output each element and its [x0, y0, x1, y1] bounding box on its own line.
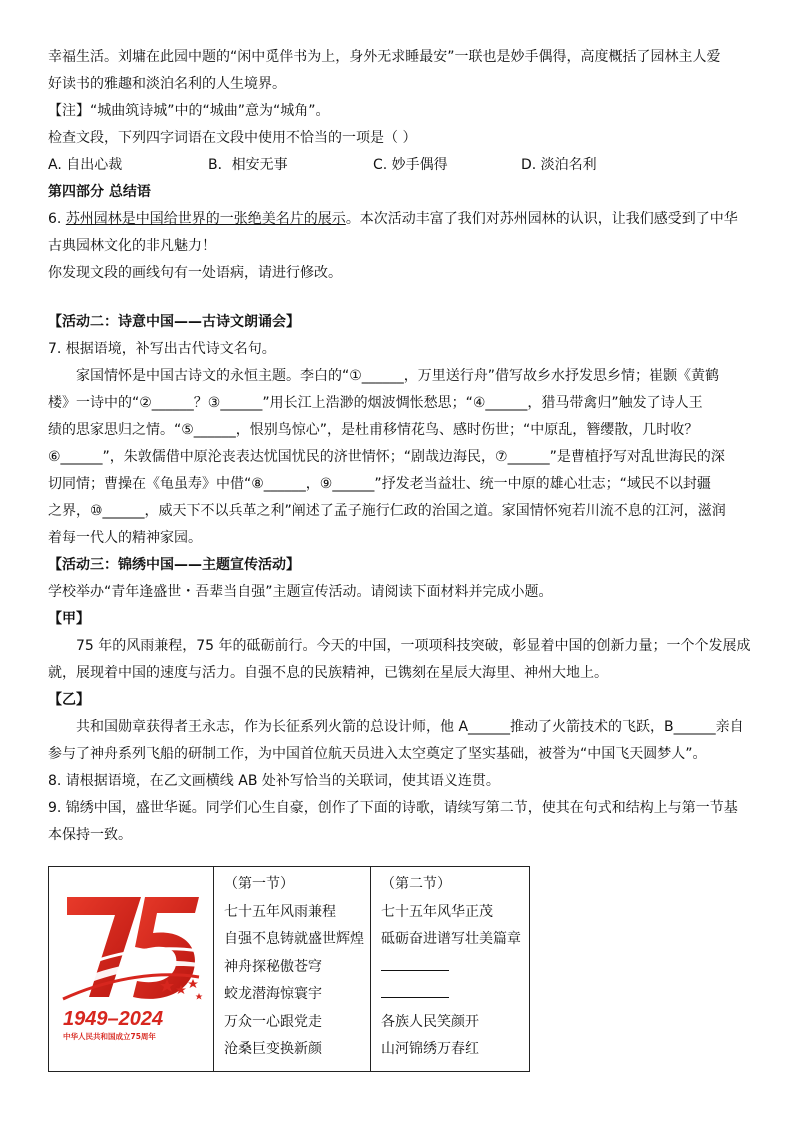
- yi-label: 【乙】: [48, 692, 90, 708]
- q6-prompt: 你发现文段的画线句有一处语病，请进行修改。: [48, 265, 342, 281]
- poem-line: 沧桑巨变换新颜: [224, 1041, 322, 1057]
- poem-section-1: [214, 867, 371, 1072]
- section1-title: （第一节）: [224, 876, 294, 892]
- q7-line: 之界，⑩______，威天下不以兵革之利”阐述了孟子施行仁政的治国之道。家国情怀宛若川流不息的江河，滋润: [48, 503, 726, 519]
- q6-line2: 古典园林文化的非凡魅力！: [48, 238, 216, 254]
- logo-cell: [49, 867, 214, 1072]
- jia-label: 【甲】: [48, 611, 90, 627]
- poem-line: 七十五年风华正茂: [381, 903, 493, 920]
- jia-line: 75 年的风雨兼程，75 年的砥砺前行。今天的中国，一项项科技突破，彰显着中国的创新力量；一个个发展成: [76, 638, 751, 654]
- choice-c[interactable]: C. 妙手偶得: [373, 157, 448, 173]
- jia-line: 就，展现着中国的速度与活力。自强不息的民族精神，已镌刻在星辰大海里、神州大地上。: [48, 665, 608, 681]
- q6-line: [48, 206, 758, 233]
- text-line: 幸福生活。刘墉在此园中题的“闲中觅伴书为上，身外无求睡最安”一联也是妙手偶得，高度概括了园林主人爱: [48, 49, 721, 65]
- document-body: [48, 44, 758, 849]
- anniversary-logo-icon: [49, 867, 213, 1067]
- note: 【注】“城曲筑诗城”中的“城曲”意为“城角”。: [48, 103, 330, 119]
- q7-line: 家国情怀是中国古诗文的永恒主题。李白的“①______，万里送行舟”借写故乡水抒发思乡情；崔颢《黄鹤: [76, 368, 720, 384]
- poem-section-2: [371, 867, 530, 1072]
- choice-a[interactable]: A. 自出心裁: [48, 157, 123, 173]
- q9-line: 9. 锦绣中国，盛世华诞。同学们心生自豪，创作了下面的诗歌，请续写第二节，使其在句式和结构上与第一节基: [48, 800, 738, 816]
- poem-line: 各族人民笑颜开: [381, 1013, 479, 1030]
- q7-line: 楼》一诗中的“②______？③______”用长江上浩渺的烟波惆怅愁思；“④______，猎马带禽归”触发了诗人王: [48, 395, 703, 411]
- activity3-intro: 学校举办“青年逢盛世・吾辈当自强”主题宣传活动。请阅读下面材料并完成小题。: [48, 584, 553, 600]
- activity2-title: 【活动二：诗意中国——古诗文朗诵会】: [48, 314, 300, 330]
- part4-title: 第四部分 总结语: [48, 184, 151, 200]
- poem-blank-line[interactable]: [381, 954, 529, 982]
- q6-rest: 。本次活动丰富了我们对苏州园林的认识，让我们感受到了中华: [345, 211, 738, 227]
- yi-line: 参与了神舟系列飞船的研制工作，为中国首位航天员进入太空奠定了坚实基础，被誉为“中国飞天圆梦人”。: [48, 746, 707, 762]
- poem-line: 砥砺奋进谱写壮美篇章: [381, 931, 521, 947]
- q8: 8. 请根据语境，在乙文画横线 AB 处补写恰当的关联词，使其语义连贯。: [48, 773, 500, 789]
- poem-line: 万众一心跟党走: [224, 1013, 322, 1030]
- logo-caption: 中华人民共和国成立75周年: [63, 1032, 156, 1041]
- choice-d[interactable]: D. 淡泊名利: [521, 157, 597, 173]
- choice-b[interactable]: B．相安无事: [208, 157, 288, 173]
- q5-choices: [48, 152, 758, 179]
- q7-line: ⑥______”，朱敦儒借中原沦丧表达忧国忧民的济世情怀；“剧哉边海民，⑦______”是曹植抒写对乱世海民的深: [48, 449, 725, 465]
- poem-line: 蛟龙潜海惊寰宇: [224, 986, 322, 1002]
- q9-line: 本保持一致。: [48, 827, 132, 843]
- activity3-title: 【活动三：锦绣中国——主题宣传活动】: [48, 557, 300, 573]
- poem-line: 神舟探秘傲苍穹: [224, 958, 322, 975]
- q5-prompt: 检查文段，下列四字词语在文段中使用不恰当的一项是（ ）: [48, 130, 417, 146]
- q6-underlined-sentence: 苏州园林是中国给世界的一张绝美名片的展示: [65, 211, 346, 227]
- poem-line: 七十五年风雨兼程: [224, 903, 336, 920]
- poem-blank-line[interactable]: [381, 981, 529, 1009]
- poem-line: 山河锦绣万春红: [381, 1041, 479, 1057]
- q7-line: 绩的思家思归之情。“⑤______，恨别鸟惊心”，是杜甫移情花鸟、感时伤世；“中原乱，簪缨散，几时收？: [48, 422, 699, 438]
- logo-years: 1949–2024: [63, 1008, 164, 1030]
- poem-table: [48, 866, 530, 1072]
- q6-number: 6.: [48, 211, 66, 227]
- text-line: 好读书的雅趣和淡泊名利的人生境界。: [48, 76, 286, 92]
- q7-prompt: 7. 根据语境，补写出古代诗文名句。: [48, 341, 276, 357]
- poem-line: 自强不息铸就盛世辉煌: [224, 931, 364, 947]
- section2-title: （第二节）: [381, 876, 451, 892]
- yi-line: 共和国勋章获得者王永志，作为长征系列火箭的总设计师，他 A______推动了火箭技术的飞跃，B______亲自: [76, 719, 744, 735]
- q7-line: 切同情；曹操在《龟虽寿》中借“⑧______，⑨______”抒发老当益壮、统一中原的雄心壮志；“域民不以封疆: [48, 476, 711, 492]
- q7-line: 着每一代人的精神家园。: [48, 530, 202, 546]
